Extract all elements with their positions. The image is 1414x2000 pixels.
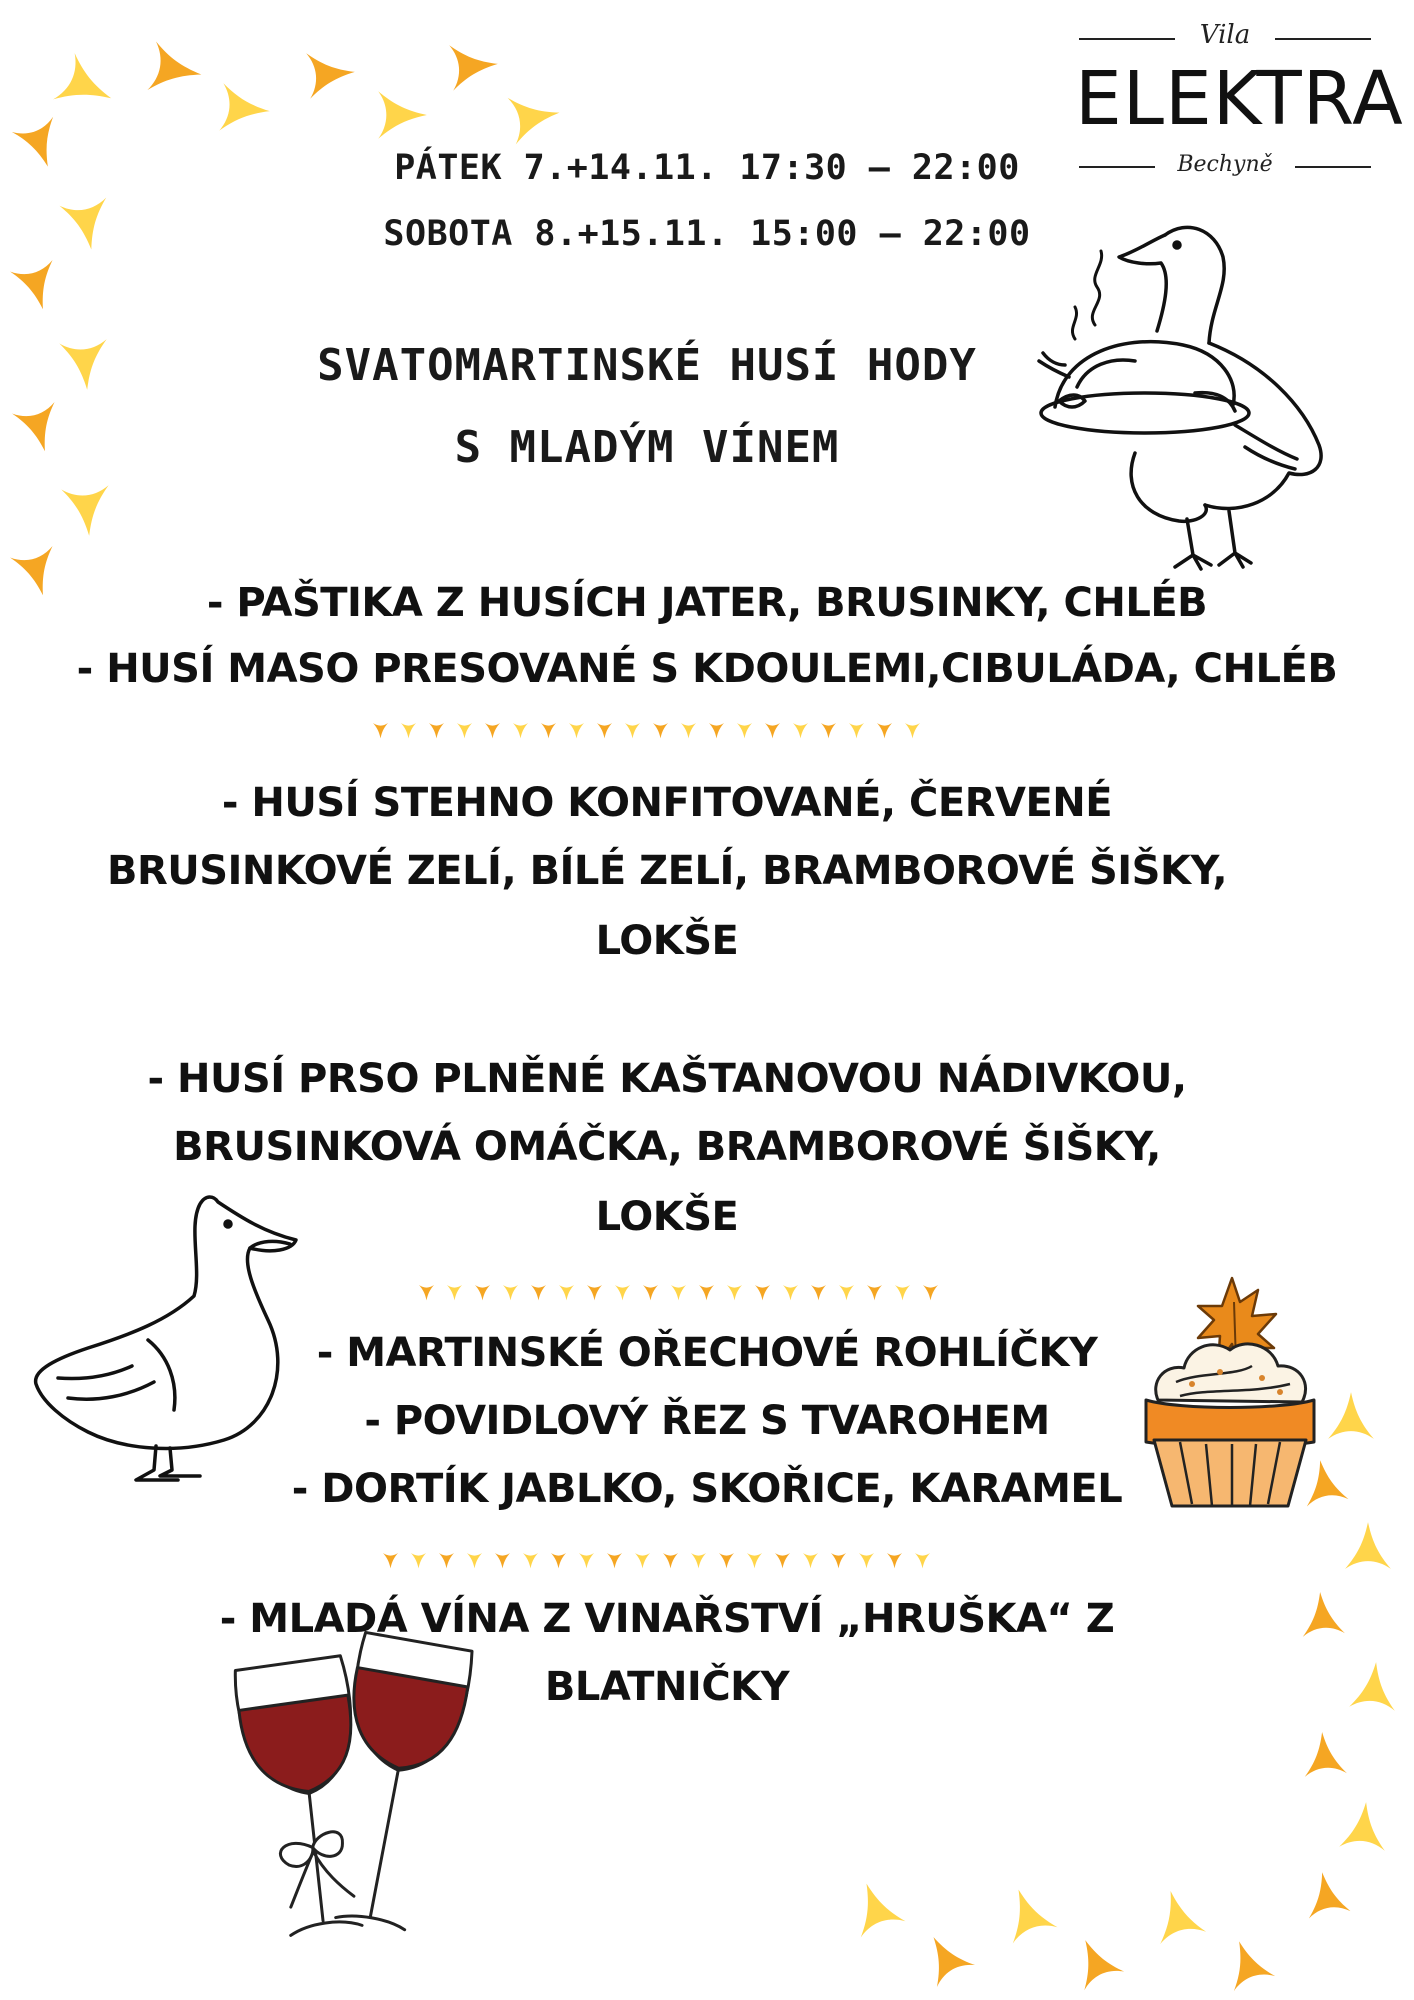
footprint-icon — [792, 722, 809, 739]
footprint-icon — [1298, 1728, 1350, 1780]
footprint-icon — [876, 722, 893, 739]
footprint-icon — [446, 38, 502, 94]
footprint-icon — [558, 1284, 575, 1301]
footprint-icon — [375, 88, 429, 142]
footprint-icon — [838, 1284, 855, 1301]
menu-item-main: BRUSINKOVÁ OMÁČKA, BRAMBOROVÉ ŠIŠKY, — [173, 1124, 1161, 1170]
footprint-icon — [540, 722, 557, 739]
footprint-icon — [530, 1284, 547, 1301]
goose-icon — [28, 1170, 308, 1490]
event-title: SVATOMARTINSKÉ HUSÍ HODY — [317, 340, 977, 391]
footprint-icon — [904, 722, 921, 739]
footprint-icon — [718, 1552, 735, 1569]
footprint-icon — [708, 722, 725, 739]
footprint-icon — [662, 1552, 679, 1569]
footprint-icon — [216, 80, 275, 139]
menu-item-main: LOKŠE — [595, 1194, 739, 1240]
footprint-icon — [382, 1552, 399, 1569]
footprint-icon — [1062, 1928, 1128, 1994]
schedule-saturday: SOBOTA 8.+15.11. 15:00 – 22:00 — [383, 214, 1031, 254]
footprint-icon — [550, 1552, 567, 1569]
menu-item-starter: - PAŠTIKA Z HUSÍCH JATER, BRUSINKY, CHLÉB — [206, 580, 1208, 626]
divider-footprints — [382, 1552, 931, 1569]
footprint-icon — [512, 722, 529, 739]
footprint-icon — [680, 722, 697, 739]
divider-footprints — [418, 1284, 939, 1301]
footprint-icon — [428, 722, 445, 739]
goose-serving-roast-icon — [1015, 215, 1345, 585]
footprint-icon — [596, 722, 613, 739]
footprint-icon — [614, 1284, 631, 1301]
footprint-icon — [303, 46, 359, 102]
footprint-icon — [894, 1284, 911, 1301]
logo-name: ELEKTRA — [1075, 56, 1404, 142]
footprint-icon — [624, 722, 641, 739]
footprint-icon — [586, 1284, 603, 1301]
cupcake-icon — [1140, 1272, 1320, 1512]
footprint-icon — [578, 1552, 595, 1569]
footprint-icon — [922, 1284, 939, 1301]
footprint-icon — [502, 1284, 519, 1301]
footprint-icon — [58, 482, 117, 541]
logo-top-script: Vila — [1199, 20, 1251, 50]
event-subtitle: S MLADÝM VÍNEM — [454, 422, 840, 473]
footprint-icon — [410, 1552, 427, 1569]
footprint-icon — [144, 38, 209, 103]
footprint-icon — [634, 1552, 651, 1569]
footprint-icon — [698, 1284, 715, 1301]
logo-bottom-script: Bechyně — [1177, 152, 1273, 177]
schedule-friday: PÁTEK 7.+14.11. 17:30 – 22:00 — [394, 148, 1020, 188]
footprint-icon — [992, 1878, 1061, 1947]
footprint-icon — [911, 1923, 979, 1991]
footprint-icon — [802, 1552, 819, 1569]
footprint-icon — [726, 1284, 743, 1301]
footprint-icon — [914, 1552, 931, 1569]
footprint-icon — [474, 1284, 491, 1301]
footprint-icon — [840, 1872, 909, 1941]
menu-item-dessert: - DORTÍK JABLKO, SKOŘICE, KARAMEL — [291, 1466, 1123, 1512]
footprint-icon — [1346, 1658, 1402, 1714]
footprint-icon — [456, 722, 473, 739]
menu-item-main: - HUSÍ PRSO PLNĚNÉ KAŠTANOVOU NÁDIVKOU, — [147, 1056, 1187, 1102]
footprint-icon — [886, 1552, 903, 1569]
footprint-icon — [774, 1552, 791, 1569]
footprint-icon — [782, 1284, 799, 1301]
menu-item-wine: - MLADÁ VÍNA Z VINAŘSTVÍ „HRUŠKA“ Z — [219, 1596, 1115, 1642]
wine-glasses-icon — [228, 1620, 478, 1990]
footprint-icon — [438, 1552, 455, 1569]
footprint-icon — [754, 1284, 771, 1301]
footprint-icon — [494, 1552, 511, 1569]
menu-item-main: BRUSINKOVÉ ZELÍ, BÍLÉ ZELÍ, BRAMBOROVÉ ŠIŠKY, — [106, 848, 1228, 894]
footprint-icon — [466, 1552, 483, 1569]
footprint-icon — [670, 1284, 687, 1301]
menu-item-dessert: - MARTINSKÉ OŘECHOVÉ ROHLÍČKY — [316, 1330, 1098, 1376]
footprint-icon — [810, 1284, 827, 1301]
menu-item-dessert: - POVIDLOVÝ ŘEZ S TVAROHEM — [364, 1398, 1050, 1444]
menu-item-main: LOKŠE — [595, 918, 739, 964]
footprint-icon — [642, 1284, 659, 1301]
footprint-icon — [652, 722, 669, 739]
footprint-icon — [820, 722, 837, 739]
footprint-icon — [764, 722, 781, 739]
footprint-icon — [6, 256, 67, 317]
menu-item-main: - HUSÍ STEHNO KONFITOVANÉ, ČERVENÉ — [221, 780, 1113, 826]
footprint-icon — [1144, 1882, 1210, 1948]
footprint-icon — [418, 1284, 435, 1301]
footprint-icon — [372, 722, 389, 739]
footprint-icon — [568, 722, 585, 739]
footprint-icon — [48, 48, 125, 125]
footprint-icon — [858, 1552, 875, 1569]
logo-line-top — [1275, 38, 1371, 40]
footprint-icon — [446, 1284, 463, 1301]
footprint-icon — [400, 722, 417, 739]
logo-line-top — [1079, 38, 1175, 40]
footprint-icon — [1342, 1520, 1394, 1572]
footprint-icon — [504, 86, 567, 149]
divider-footprints — [372, 722, 921, 739]
footprint-icon — [690, 1552, 707, 1569]
footprint-icon — [736, 722, 753, 739]
footprint-icon — [1215, 1931, 1279, 1995]
footprint-icon — [484, 722, 501, 739]
footprint-icon — [830, 1552, 847, 1569]
footprint-icon — [1298, 1866, 1354, 1922]
footprint-icon — [866, 1284, 883, 1301]
footprint-icon — [1336, 1798, 1392, 1854]
menu-item-starter: - HUSÍ MASO PRESOVANÉ S KDOULEMI,CIBULÁDA, CHLÉB — [76, 646, 1338, 692]
menu-item-wine: BLATNIČKY — [544, 1664, 790, 1710]
footprint-icon — [746, 1552, 763, 1569]
footprint-icon — [606, 1552, 623, 1569]
footprint-icon — [848, 722, 865, 739]
footprint-icon — [522, 1552, 539, 1569]
